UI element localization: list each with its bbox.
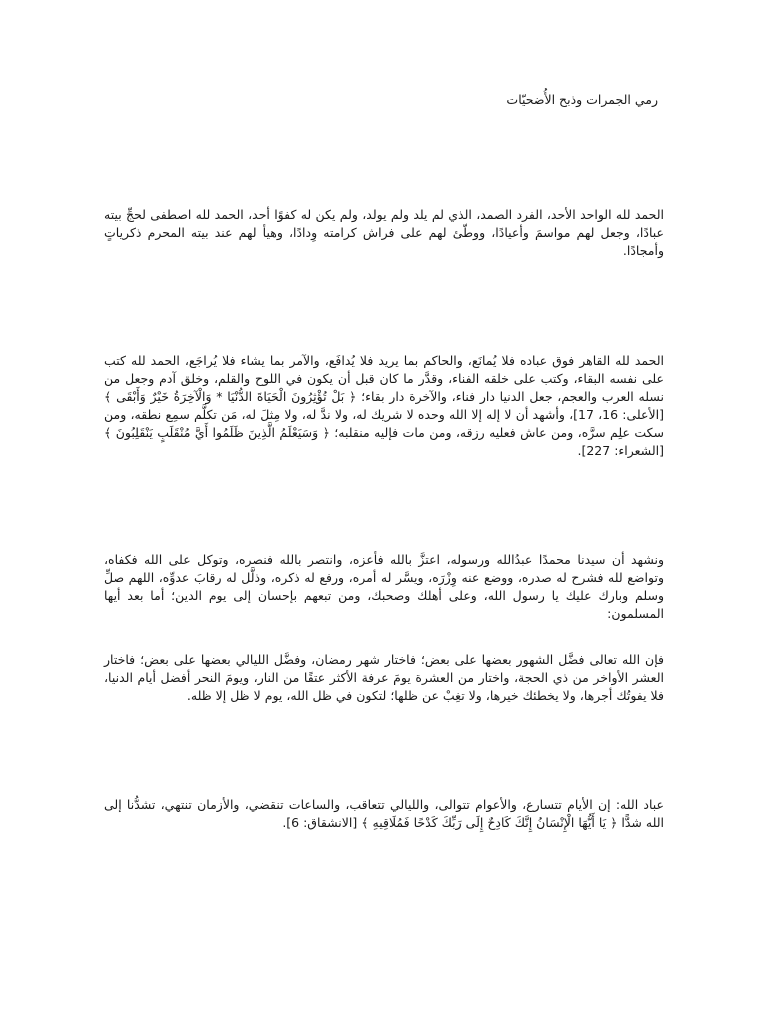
paragraph-prophet-testimony: ونشهد أن سيدنا محمدًا عبدُالله ورسوله، اعتزَّ بالله فأعزه، وانتصر بالله فنصره، وتوكل على الله فكفاه، وتواضع لله فشرح له صدره، ووضع عنه وِزْرَه، ويسَّر له أمره، ورفع له ذكره، وذلَّل له رقابَ عدوِّه، اللهم صلِّ وسلم وبارك عليك يا رسول الله، وعلى أهلك وصحبك، ومن تبعهم بإحسان إلى يوم الدين؛ أما بعد أيها المسلمون: — [104, 552, 664, 621]
paragraph-virtue-of-days: فإن الله تعالى فضَّل الشهور بعضها على بعض؛ فاختار شهر رمضان، وفضَّل الليالي بعضها على بعض؛ فاختار العشر الأواخر من ذي الحجة، واختار من العشرة يومَ عرفة الأكثر عتقًا من النار، ويومَ النحر أفضل أيام الدنيا، فلا يفوتُك أجرها، ولا يخطئك خيرها، ولا تغِبْ عن ظلها؛ لتكون في ظل الله، يوم لا ظل إلا ظله. — [104, 652, 664, 703]
document-title: رمي الجمرات وذبح الأُضحيّات — [506, 92, 658, 107]
paragraph-passing-of-time: عباد الله: إن الأيام تتسارع، والأعوام تتوالى، والليالي تتعاقب، والساعات تنقضي، والأزمان تنتهي، تشدُّنا إلى الله شدًّا ﴿ يَا أَيُّهَا الْإِنْسَانُ إِنَّكَ كَادِحٌ إِلَى رَبِّكَ كَدْحًا فَمُلَاقِيهِ ﴾ [الانشقاق: 6]. — [104, 797, 664, 830]
paragraph-opening-praise: الحمد لله الواحد الأحد، الفرد الصمد، الذي لم يلد ولم يولد، ولم يكن له كفوًا أحد، الحمد لله اصطفى لحجِّ بيته عبادًا، وجعل لهم مواسمَ وأعيادًا، ووطّئ لهم على فراش كرامته وِدادًا، وهيأ لهم عند بيته المحرم ذكرياتٍ وأمجادًا. — [104, 207, 664, 258]
paragraph-praise-and-testimony: الحمد لله القاهر فوق عباده فلا يُمانَع، والحاكم بما يريد فلا يُدافَع، والآمر بما يشاء فلا يُراجَع، الحمد لله كتب على نفسه البقاء، وكتب على خلقه الفناء، وقدَّر ما كان قبل أن يكون في اللوح والقلم، وخلق آدم وجعل من نسله العرب والعجم، جعل الدنيا دار فناء، والآخرة دار بقاء؛ ﴿ بَلْ تُؤْثِرُونَ الْحَيَاةَ الدُّنْيَا * وَالْآخِرَةُ خَيْرٌ وَأَبْقَى ﴾ [الأعلى: 16، 17]، وأشهد أن لا إله إلا الله وحده لا شريك له، ولا ندَّ له، ولا مِثلَ له، مَن تكلَّم سمِع نطقه، ومن سكت علِم سرَّه، ومن عاش فعليه رزقه، ومن مات فإليه منقلبه؛ ﴿ وَسَيَعْلَمُ الَّذِينَ ظَلَمُوا أَيَّ مُنْقَلَبٍ يَنْقَلِبُونَ ﴾ [الشعراء: 227]. — [104, 353, 664, 458]
